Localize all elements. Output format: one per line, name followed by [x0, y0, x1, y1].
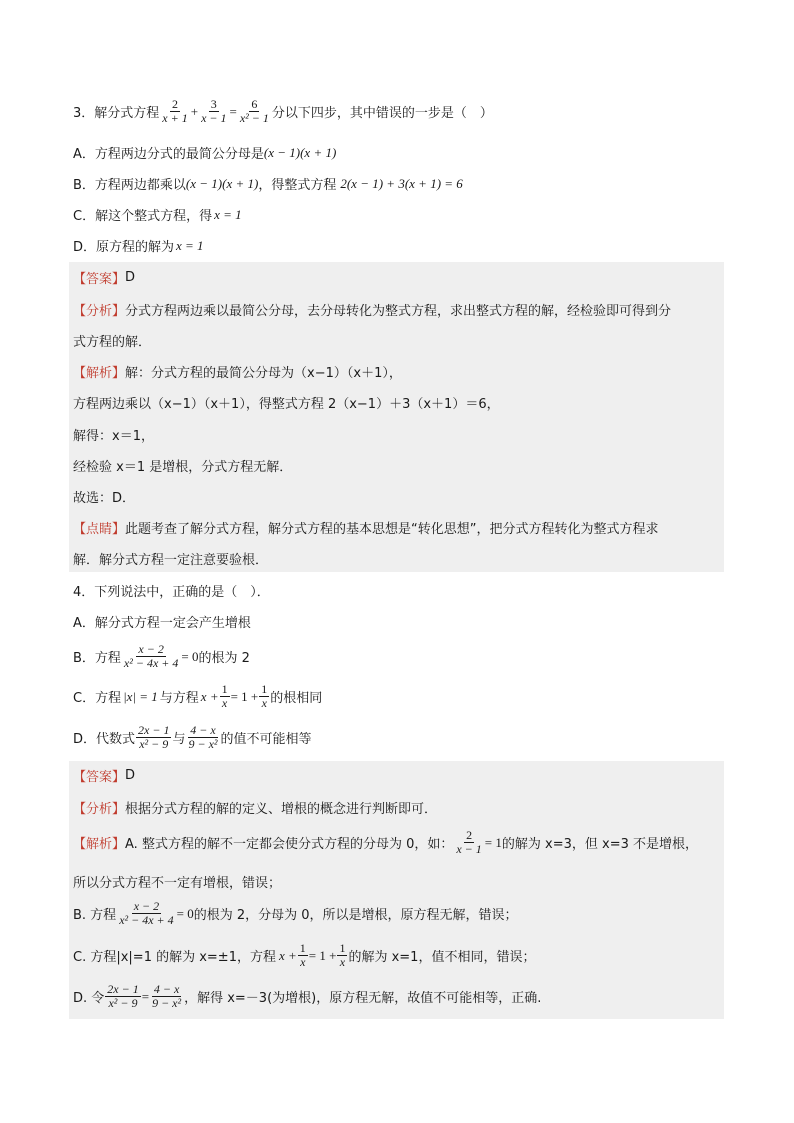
q3-option-d: D．原方程的解为 x = 1	[73, 237, 204, 255]
q3-option-b: B．方程两边都乘以 (x − 1)(x + 1) ，得整式方程 2(x − 1) + 3(x + 1) = 6	[73, 175, 463, 193]
q3-comment-line2: 解．解分式方程一定注意要验根．	[73, 553, 269, 568]
q3-option-c: C．解这个整式方程，得 x = 1	[73, 206, 242, 224]
q3-answer: 【答案】 D	[73, 270, 136, 287]
q4-option-c: C．方程 |x| = 1 与方程 x + $\frac{1}{x}$ = 1 + $\frac{1}{x}$ 的根相同	[73, 682, 323, 710]
q4-sol-b-fraction: $\frac{x - 2}{\text{x² − 4x + 4}}$	[119, 899, 174, 927]
q4-stem: 4．下列说法中，正确的是（ ）．	[73, 585, 270, 600]
q4-solution-a-line2: 所以分式方程不一定有增根，错误；	[73, 876, 282, 891]
q4-b-fraction: $\frac{x - 2}{\text{x² − 4x + 4}}$	[123, 642, 179, 670]
q4-solution-a: 【解析】 A. 整式方程的解不一定都会使分式方程的分母为 0，如： $\frac{2}{x - 1}$ = 1 的解为 x=3，但 x=3 不是增根，	[73, 828, 699, 856]
q3-fraction-1: $\frac{2}{x + 1}$	[162, 97, 188, 125]
q4-sol-a-fraction: $\frac{2}{x - 1}$	[456, 828, 482, 856]
q4-option-b: B．方程 $\frac{x - 2}{\text{x² − 4x + 4}}$ = 0 的根为 2	[73, 642, 250, 670]
q3-analysis: 【分析】 分式方程两边乘以最简公分母，去分母转化为整式方程，求出整式方程的解，经检验即可得到分	[73, 304, 672, 319]
q3-analysis-line2: 式方程的解．	[73, 335, 152, 350]
q4-analysis: 【分析】 根据分式方程的解的定义、增根的概念进行判断即可．	[73, 802, 438, 817]
q3-stem: 3．解分式方程 $\frac{2}{x + 1}$ + $\frac{3}{x - 1}$ = $\frac{6}{\text{x² − 1}}$ 分以下四步，其中错误的一步是（ ）	[73, 97, 493, 125]
q4-sol-d-fraction-2: $\frac{4 - x}{\text{9 − x²}}$	[152, 982, 182, 1010]
q4-option-d: D．代数式 $\frac{2x - 1}{\text{x² − 9}}$ 与 $\frac{4 - x}{\text{9 − x²}}$ 的值不可能相等	[73, 723, 312, 751]
q3-stem-suffix: 分以下四步，其中错误的一步是（ ）	[271, 106, 493, 121]
q3-solution-line2: 方程两边乘以（x−1）（x＋1），得整式方程 2（x−1）＋3（x＋1）＝6，	[73, 397, 500, 412]
q4-d-fraction-2: $\frac{4 - x}{\text{9 − x²}}$	[188, 723, 218, 751]
q4-c-fraction-1: $\frac{1}{x}$	[221, 682, 228, 710]
q3-fraction-3: $\frac{6}{\text{x² − 1}}$	[239, 97, 269, 125]
q3-option-a: A．方程两边分式的最简公分母是 (x − 1)(x + 1)	[73, 144, 337, 162]
q4-answer: 【答案】 D	[73, 768, 136, 785]
q4-option-a: A．解分式方程一定会产生增根	[73, 616, 251, 631]
q3-comment: 【点睛】 此题考查了解分式方程，解分式方程的基本思想是“转化思想”，把分式方程转化为整式方程求	[73, 522, 659, 537]
q4-sol-c-fraction-1: $\frac{1}{x}$	[299, 941, 306, 969]
q4-d-fraction-1: $\frac{2x - 1}{\text{x² − 9}}$	[138, 723, 170, 751]
q3-solution-line5: 故选：D．	[73, 491, 136, 506]
q3-stem-prefix: 3．解分式方程	[73, 106, 160, 121]
q3-solution-line4: 经检验 x＝1 是增根，分式方程无解．	[73, 460, 293, 475]
q4-solution-b: B. 方程 $\frac{x - 2}{\text{x² − 4x + 4}}$ = 0 的根为 2，分母为 0，所以是增根，原方程无解，错误；	[73, 899, 518, 927]
q4-solution-c: C. 方程|x|=1 的解为 x=±1，方程 x + $\frac{1}{x}$ = 1 + $\frac{1}{x}$ 的解为 x=1，值不相同，错误；	[73, 941, 536, 969]
q3-solution-line3: 解得：x＝1，	[73, 429, 154, 444]
q4-solution-d: D. 令 $\frac{2x - 1}{\text{x² − 9}}$ = $\frac{4 - x}{\text{9 − x²}}$ ，解得 x=－3(为增根)，原方程无解，故值不可能相等，正确.	[73, 982, 542, 1010]
q4-c-fraction-2: $\frac{1}{x}$	[261, 682, 268, 710]
q3-solution: 【解析】 解：分式方程的最简公分母为（x−1）（x＋1），	[73, 366, 402, 381]
q4-sol-d-fraction-1: $\frac{2x - 1}{\text{x² − 9}}$	[107, 982, 139, 1010]
q3-fraction-2: $\frac{3}{x - 1}$	[201, 97, 227, 125]
q4-sol-c-fraction-2: $\frac{1}{x}$	[339, 941, 346, 969]
